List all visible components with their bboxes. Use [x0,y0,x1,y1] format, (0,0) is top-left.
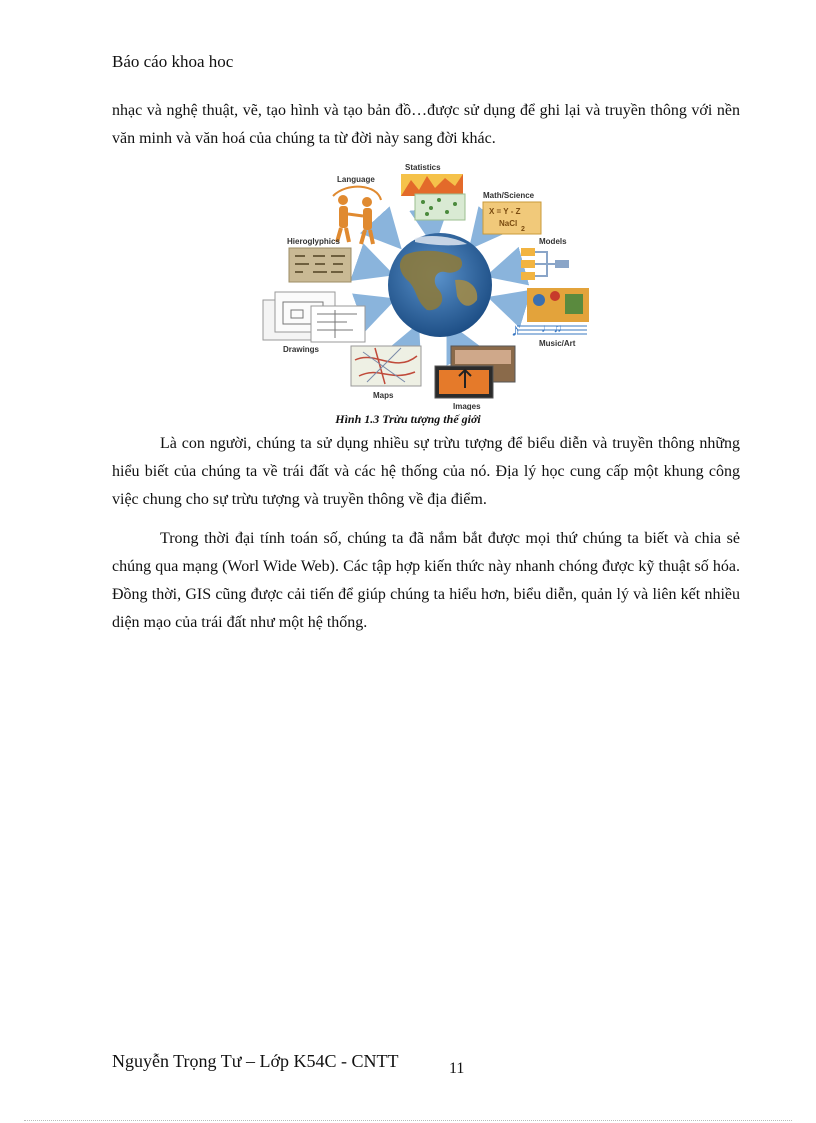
arrow-music [497,300,523,308]
label-drawings: Drawings [283,345,320,354]
figure-world-abstraction [255,160,615,410]
page-header-title: Báo cáo khoa hoc [112,52,234,71]
arrow-models [495,268,517,274]
hieroglyphics-icon [287,237,351,282]
paragraph-intro: nhạc và nghệ thuật, vẽ, tạo hình và tạo bản đồ…được sử dụng để ghi lại và truyền thông với nền văn minh và văn hoá của chúng ta từ đời này sang đời khác. [112,102,740,147]
label-images: Images [453,402,481,410]
label-language: Language [337,175,375,184]
page-bottom-divider [24,1120,792,1121]
label-math-science: Math/Science [483,191,535,200]
math-science-icon [483,191,541,234]
images-icon [435,346,515,410]
drawings-icon [263,292,365,354]
label-music-art: Music/Art [539,339,576,348]
svg-text:♩♫: ♩♫ [541,321,562,335]
paragraph-digital-era: Trong thời đại tính toán số, chúng ta đã nắm bắt được mọi thứ chúng ta biết và chia sẻ chúng qua mạng (Worl Wide Web). Các tập hợp kiến thức này nhanh chóng được kỹ thuật số hóa. Đồng thời, GIS cũng được cải tiến để giúp chúng ta hiểu hơn, biểu diễn, quản lý và liên kết nhiều diện mạo của trái đất như một hệ thống. [112,530,740,631]
footer-author: Nguyễn Trọng Tư – Lớp K54C - CNTT [112,1051,399,1071]
arrow-language [375,220,395,242]
formula-line2: NaCl [499,219,518,228]
page-number: 11 [449,1060,465,1077]
label-statistics: Statistics [405,163,441,172]
maps-icon [351,346,421,400]
music-art-icon [511,288,589,348]
language-icon [333,175,381,244]
arrow-drawings [365,302,387,310]
formula-line1: X = Y - Z [489,207,521,216]
label-hieroglyphics: Hieroglyphics [287,237,340,246]
arrow-hieroglyphics [365,265,385,272]
figure-diagram [255,160,615,410]
label-models: Models [539,237,567,246]
svg-text:♪: ♪ [511,320,520,340]
formula-sub: 2 [521,226,525,233]
globe-icon [388,233,492,337]
figure-caption: Hình 1.3 Trừu tượng thế giới [335,412,481,426]
paragraph-abstraction: Là con người, chúng ta sử dụng nhiều sự trừu tượng để biểu diễn và truyền thông những hiểu biết của chúng ta về trái đất và các hệ thống của nó. Địa lý học cung cấp một khung công việc chung cho sự trừu tượng và truyền thông về địa điểm. [112,435,740,508]
models-icon [521,237,569,280]
label-maps: Maps [373,391,394,400]
statistics-icon [401,163,465,220]
